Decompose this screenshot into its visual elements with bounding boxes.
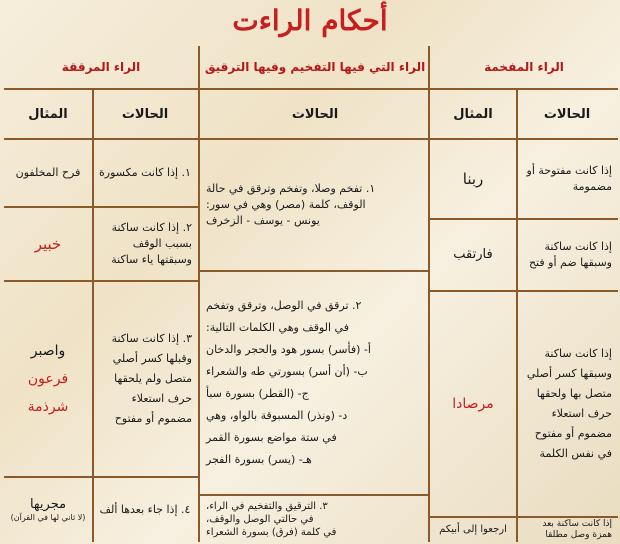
case-cell [516,292,618,518]
example-text: فارتقب [453,247,493,262]
case-line: ب- (أن أسر) بسورتي طه والشعراء [206,365,368,378]
example-text: واصبر [30,343,66,359]
example-cell [430,220,516,292]
example-cell [430,292,516,518]
example-cell [4,282,92,478]
case-text: ٤. إذا جاء بعدها ألف [99,503,191,516]
subheader-cases: الحالات [200,90,430,140]
case-line: ٣. الترقيق والتفخيم في الراء، [206,500,328,512]
case-cell [200,272,430,496]
example-cell [4,478,92,542]
subheader-example: المثال [430,90,516,140]
case-cell [516,518,618,542]
column-tafkheem-tarqeeq [198,46,430,542]
case-line: يونس - يوسف - الزخرف [206,214,320,227]
column-header-both: الراء التي فيها التفخيم وفيها الترقيق [200,46,430,90]
case-cell [200,496,430,542]
example-cell [4,208,92,282]
case-line: ١. تفخم وصلا، وتفخم وترقق في حالة [206,182,376,195]
example-cell [430,140,516,220]
case-cell [92,478,198,542]
example-text: خبير [34,235,62,253]
case-line: في كلمة (فرق) بسورة الشعراء [206,526,337,538]
example-text: مجريها [29,497,67,512]
example-cell [4,140,92,208]
example-text: ربنا [462,170,484,188]
rules-table [4,46,616,542]
case-cell [200,140,430,272]
case-cell [92,208,198,282]
case-cell [516,220,618,292]
example-text: مرصادا [452,396,494,412]
example-text: فرح المخلفون [15,166,81,179]
case-text: إذا كانت ساكنة وسبقها كسر أصلي متصل بها ولحقها حرف استعلاء مضموم أو مفتوح في نفس الكلمة [526,347,612,460]
subheader-example: المثال [4,90,92,140]
case-cell [92,140,198,208]
case-cell [92,282,198,478]
case-text: إذا كانت ساكنة بعد همزة وصل مطلقا [542,519,612,540]
case-line: د- (ونذر) المسبوقة بالواو، وهي [206,409,348,422]
case-line: في ستة مواضع بسورة القمر [206,431,337,444]
subheader-cases: الحالات [516,90,618,140]
column-tarqeeq [4,46,198,542]
example-text: ارجعوا إلى أبيكم [439,524,507,535]
column-tafkheem [428,46,618,542]
page-title: أحكام الراءت [232,4,388,37]
case-text: ٢. إذا كانت ساكنة بسبب الوقف وسبقتها ياء ساكنة [111,221,192,266]
example-text: فرعون [27,371,69,387]
column-header-tarqeeq: الراء المرققة [4,46,198,90]
case-line: هـ- (يسر) بسورة الفجر [206,453,312,466]
case-line: ٢. ترقق في الوصل، وترقق وتفخم [206,299,362,312]
case-line: أ- (فأسر) بسور هود والحجر والدخان [206,343,371,356]
case-text: إذا كانت مفتوحة أو مضمومة [526,164,612,193]
case-line: الوقف، كلمة (مصر) وهي في سور: [206,198,366,211]
column-header-tafkheem: الراء المفخمة [430,46,618,90]
example-text: شرذمة [27,399,69,415]
case-line: في الوقف وهي الكلمات التالية: [206,321,349,334]
example-note: (لا ثاني لها في القرآن) [10,513,86,522]
case-text: ٣. إذا كانت ساكنة وقبلها كسر أصلي متصل ولم يلحقها حرف استعلاء مضموم أو مفتوح [111,332,192,425]
case-line: في حالتي الوصل والوقف، [206,513,314,525]
case-text: إذا كانت ساكنة وسبقها ضم أو فتح [528,240,612,269]
case-cell [516,140,618,220]
case-line: ج- (القطر) بسورة سبأ [206,387,309,400]
case-text: ١. إذا كانت مكسورة [99,166,191,179]
example-cell [430,518,516,542]
subheader-cases: الحالات [92,90,198,140]
